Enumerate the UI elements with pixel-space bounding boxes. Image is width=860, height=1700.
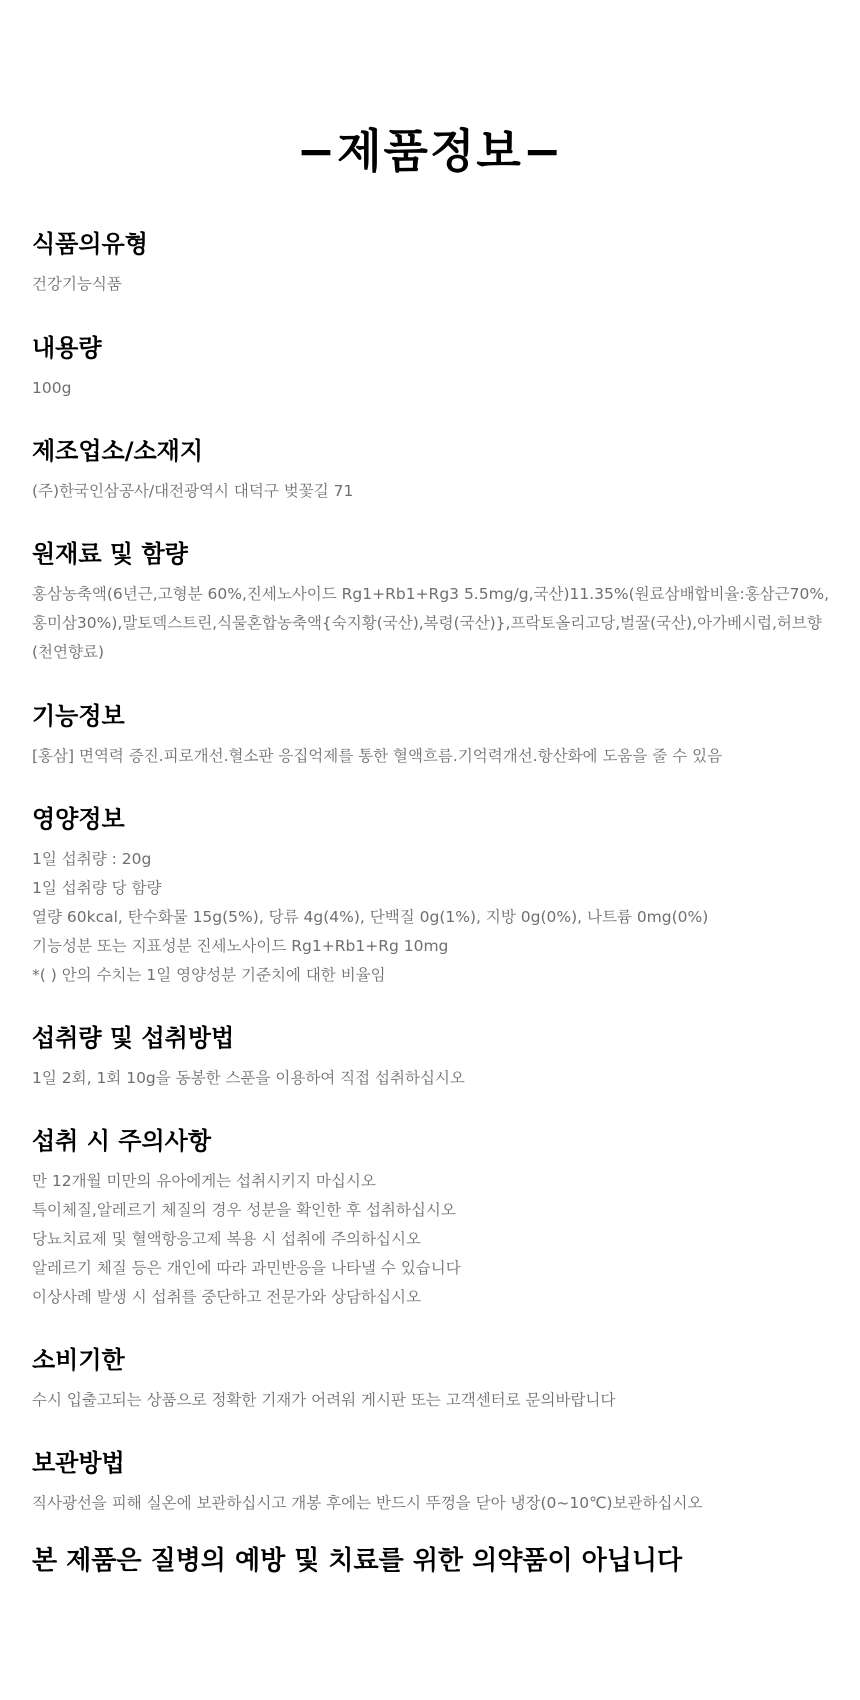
section-storage (32, 1447, 842, 1518)
section-heading: 기능정보 (32, 702, 125, 730)
section-precautions (32, 1125, 842, 1312)
precaution-line: 이상사례 발생 시 섭취를 중단하고 전문가와 상담하십시오 (32, 1288, 421, 1306)
nutrition-line: 열량 60kcal, 탄수화물 15g(5%), 당류 4g(4%), 단백질 0g(1%), 지방 0g(0%), 나트륨 0mg(0%) (32, 908, 709, 926)
nutrition-line: 기능성분 또는 지표성분 진세노사이드 Rg1+Rb1+Rg 10mg (32, 937, 449, 955)
precaution-line: 특이체질,알레르기 체질의 경우 성분을 확인한 후 섭취하십시오 (32, 1201, 456, 1219)
section-heading: 내용량 (32, 334, 102, 362)
section-heading: 원재료 및 함량 (32, 540, 188, 568)
section-body (32, 742, 842, 771)
disclaimer: 본 제품은 질병의 예방 및 치료를 위한 의약품이 아닙니다 (32, 1546, 683, 1576)
section-text: 건강기능식품 (32, 275, 122, 293)
section-heading: 식품의유형 (32, 230, 148, 258)
section-heading: 섭취량 및 섭취방법 (32, 1024, 235, 1052)
nutrition-line: 1일 섭취량 : 20g (32, 850, 152, 868)
section-text: 100g (32, 379, 72, 397)
section-heading: 영양정보 (32, 805, 125, 833)
precaution-line: 알레르기 체질 등은 개인에 따라 과민반응을 나타낼 수 있습니다 (32, 1259, 461, 1277)
section-body (32, 1167, 842, 1312)
precaution-line: 만 12개월 미만의 유아에게는 섭취시키지 마십시오 (32, 1172, 376, 1190)
section-body (32, 1386, 842, 1415)
section-text: 1일 2회, 1회 10g을 동봉한 스푼을 이용하여 직접 섭취하십시오 (32, 1069, 465, 1087)
section-function-info (32, 700, 842, 771)
ingredients-text: 홍삼농축액(6년근,고형분 60%,진세노사이드 Rg1+Rb1+Rg3 5.5mg/g,국산)11.35%(원료삼배합비율:홍삼근70%,홍미삼30%),말토덱스트린,식물혼합농축액{숙지황(국산),복령(국산)},프락토올리고당,벌꿀(국산),아가베시럽,허브향(천연향료) (32, 585, 829, 661)
nutrition-line: *( ) 안의 수치는 1일 영양성분 기준치에 대한 비율임 (32, 966, 386, 984)
section-heading: 섭취 시 주의사항 (32, 1127, 211, 1155)
section-body (32, 580, 842, 667)
section-body (32, 270, 842, 299)
section-ingredients (32, 538, 842, 667)
precaution-line: 당뇨치료제 및 혈액항응고제 복용 시 섭취에 주의하십시오 (32, 1230, 421, 1248)
nutrition-line: 1일 섭취량 당 함량 (32, 879, 162, 897)
section-heading: 제조업소/소재지 (32, 437, 204, 465)
section-text: (주)한국인삼공사/대전광역시 대덕구 벚꽃길 71 (32, 482, 354, 500)
section-food-type (32, 228, 842, 299)
section-body (32, 845, 842, 990)
section-text: 수시 입출고되는 상품으로 정확한 기재가 어려워 게시판 또는 고객센터로 문의바랍니다 (32, 1391, 616, 1409)
page-title: −제품정보− (296, 123, 564, 178)
section-text: [홍삼] 면역력 증진.피로개선.혈소판 응집억제를 통한 혈액흐름.기억력개선.항산화에 도움을 줄 수 있음 (32, 747, 723, 765)
section-body (32, 1064, 842, 1093)
section-heading: 소비기한 (32, 1346, 125, 1374)
section-body (32, 374, 842, 403)
section-heading: 보관방법 (32, 1449, 125, 1477)
section-text: 직사광선을 피해 실온에 보관하십시고 개봉 후에는 반드시 뚜껑을 닫아 냉장(0~10℃)보관하십시오 (32, 1494, 703, 1512)
section-expiration (32, 1344, 842, 1415)
section-intake-method (32, 1022, 842, 1093)
section-manufacturer (32, 435, 842, 506)
section-body (32, 477, 842, 506)
section-nutrition (32, 803, 842, 990)
section-body (32, 1489, 842, 1518)
section-net-content (32, 332, 842, 403)
